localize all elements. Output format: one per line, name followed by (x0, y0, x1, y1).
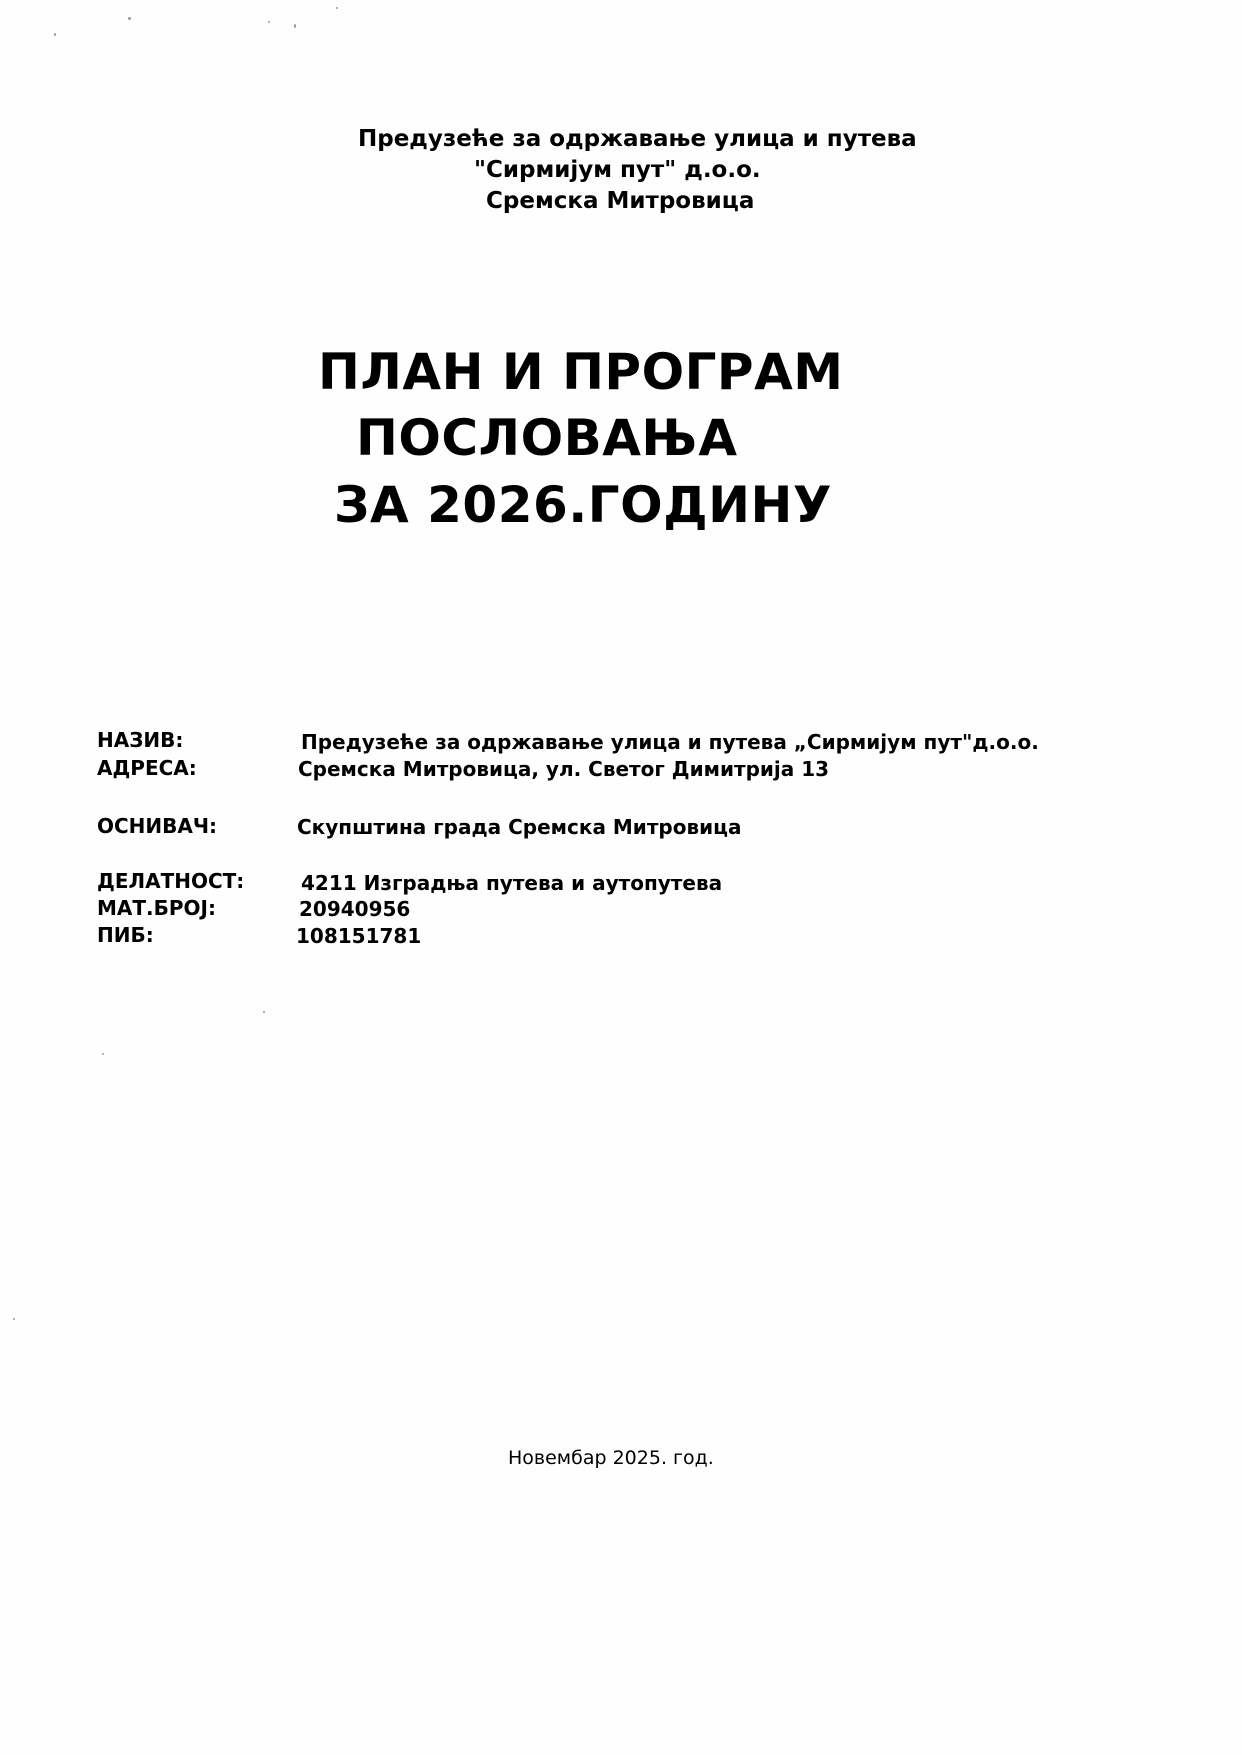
scan-speck (13, 1318, 15, 1320)
adresa-value: Сремска Митровица, ул. Светог Димитрија 13 (298, 757, 830, 781)
delatnost-label: ДЕЛАТНОСТ: (97, 869, 245, 893)
scan-speck (294, 24, 296, 28)
scan-speck (102, 1053, 104, 1055)
scan-speck (268, 21, 270, 23)
scan-speck (128, 17, 131, 20)
mat-broj-value: 20940956 (299, 897, 411, 921)
company-name-line: Предузеће за одржавање улица и путева (358, 126, 917, 152)
pib-value: 108151781 (296, 924, 422, 948)
osnivac-value: Скупштина града Сремска Митровица (297, 815, 742, 839)
company-brand-line: "Сирмијум пут" д.о.о. (474, 157, 761, 183)
osnivac-label: ОСНИВАЧ: (97, 814, 218, 838)
scan-speck (263, 1011, 265, 1013)
document-title-line-1: ПЛАН И ПРОГРАМ (318, 343, 844, 401)
scan-speck (54, 33, 56, 36)
delatnost-value: 4211 Изградња путева и аутопутева (301, 871, 723, 895)
naziv-label: НАЗИВ: (97, 728, 184, 752)
naziv-value: Предузеће за одржавање улица и путева „Сирмијум пут"д.о.о. (301, 730, 1039, 754)
mat-broj-label: МАТ.БРОЈ: (97, 896, 216, 920)
scan-speck (336, 7, 338, 9)
document-title-line-2: ПОСЛОВАЊА (356, 409, 738, 467)
document-date: Новембар 2025. год. (508, 1447, 714, 1469)
pib-label: ПИБ: (97, 923, 154, 947)
document-title-line-3: ЗА 2026.ГОДИНУ (334, 476, 832, 534)
adresa-label: АДРЕСА: (97, 756, 197, 780)
company-city-line: Сремска Митровица (486, 188, 755, 214)
